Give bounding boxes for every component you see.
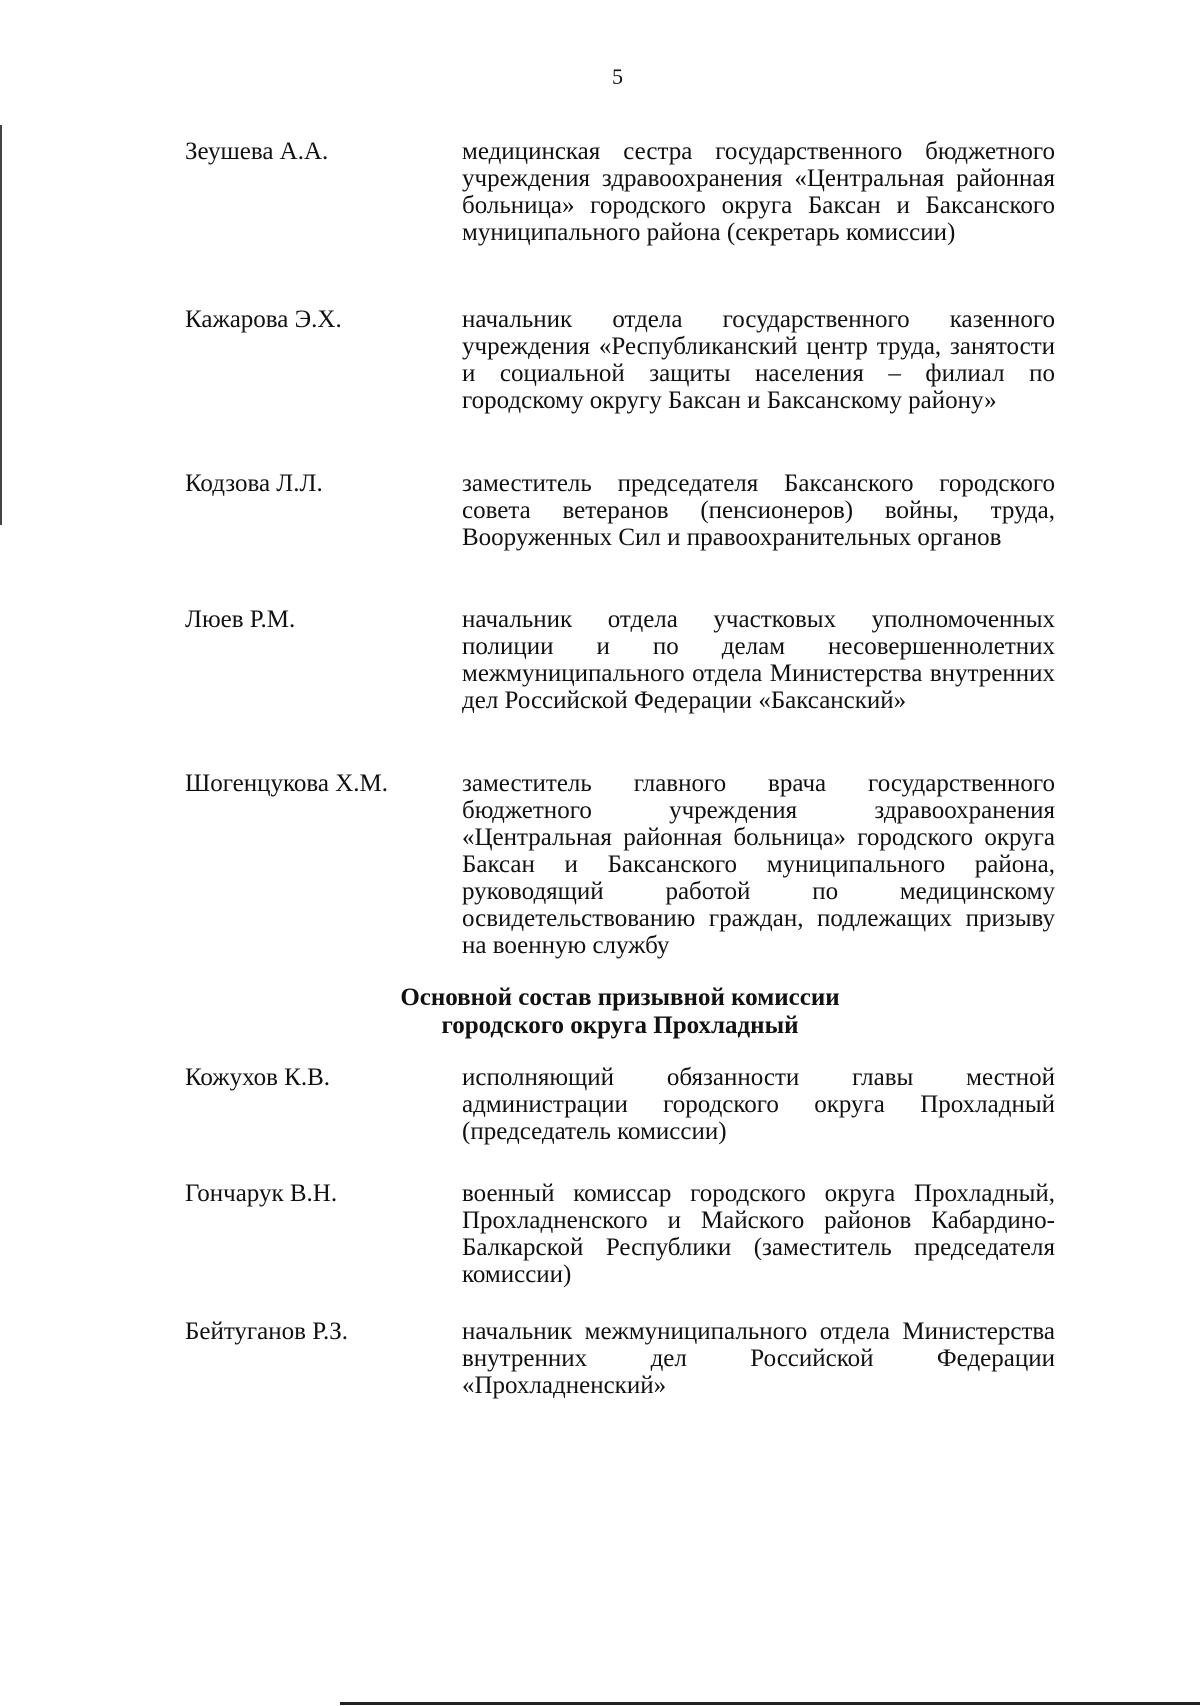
member-name: Шогенцукова Х.М. (185, 770, 388, 797)
member-role: военный комиссар городского округа Прохладный, Прохладненского и Майского районов Кабардино-Балкарской Республики (заместитель председателя комиссии) (462, 1180, 1055, 1288)
member-name: Кожухов К.В. (185, 1064, 331, 1091)
scan-bottom-edge (340, 1702, 1200, 1705)
page-number: 5 (612, 64, 623, 89)
member-name: Бейтуганов Р.З. (185, 1318, 349, 1345)
member-name: Кодзова Л.Л. (185, 470, 323, 497)
member-role: заместитель главного врача государственного бюджетного учреждения здравоохранения «Центральная районная больница» городского округа Баксан и Баксанского муниципального района, руководящий работой по медицинскому освидетельствованию граждан, подлежащих призыву на военную службу (462, 770, 1055, 959)
member-name: Кажарова Э.Х. (185, 306, 342, 333)
member-name: Зеушева А.А. (185, 138, 329, 165)
member-role: начальник отдела участковых уполномоченных полиции и по делам несовершеннолетних межмуниципального отдела Министерства внутренних дел Российской Федерации «Баксанский» (462, 606, 1055, 714)
member-name: Гончарук В.Н. (185, 1180, 338, 1207)
member-role: исполняющий обязанности главы местной администрации городского округа Прохладный (председатель комиссии) (462, 1064, 1055, 1145)
member-role: начальник межмуниципального отдела Министерства внутренних дел Российской Федерации «Прохладненский» (462, 1318, 1055, 1399)
member-role: заместитель председателя Баксанского городского совета ветеранов (пенсионеров) войны, труда, Вооруженных Сил и правоохранительных органов (462, 470, 1055, 551)
section-title-line: городского округа Прохладный (441, 1012, 799, 1039)
member-role: начальник отдела государственного казенного учреждения «Республиканский центр труда, занятости и социальной защиты населения – филиал по городскому округу Баксан и Баксанскому району» (462, 306, 1055, 414)
member-name: Люев Р.М. (185, 606, 296, 633)
scan-edge-line (0, 125, 2, 525)
member-role: медицинская сестра государственного бюджетного учреждения здравоохранения «Центральная районная больница» городского округа Баксан и Баксанского муниципального района (секретарь комиссии) (462, 138, 1055, 246)
section-title (180, 984, 1060, 1040)
section-title-line: Основной состав призывной комиссии (400, 984, 840, 1011)
